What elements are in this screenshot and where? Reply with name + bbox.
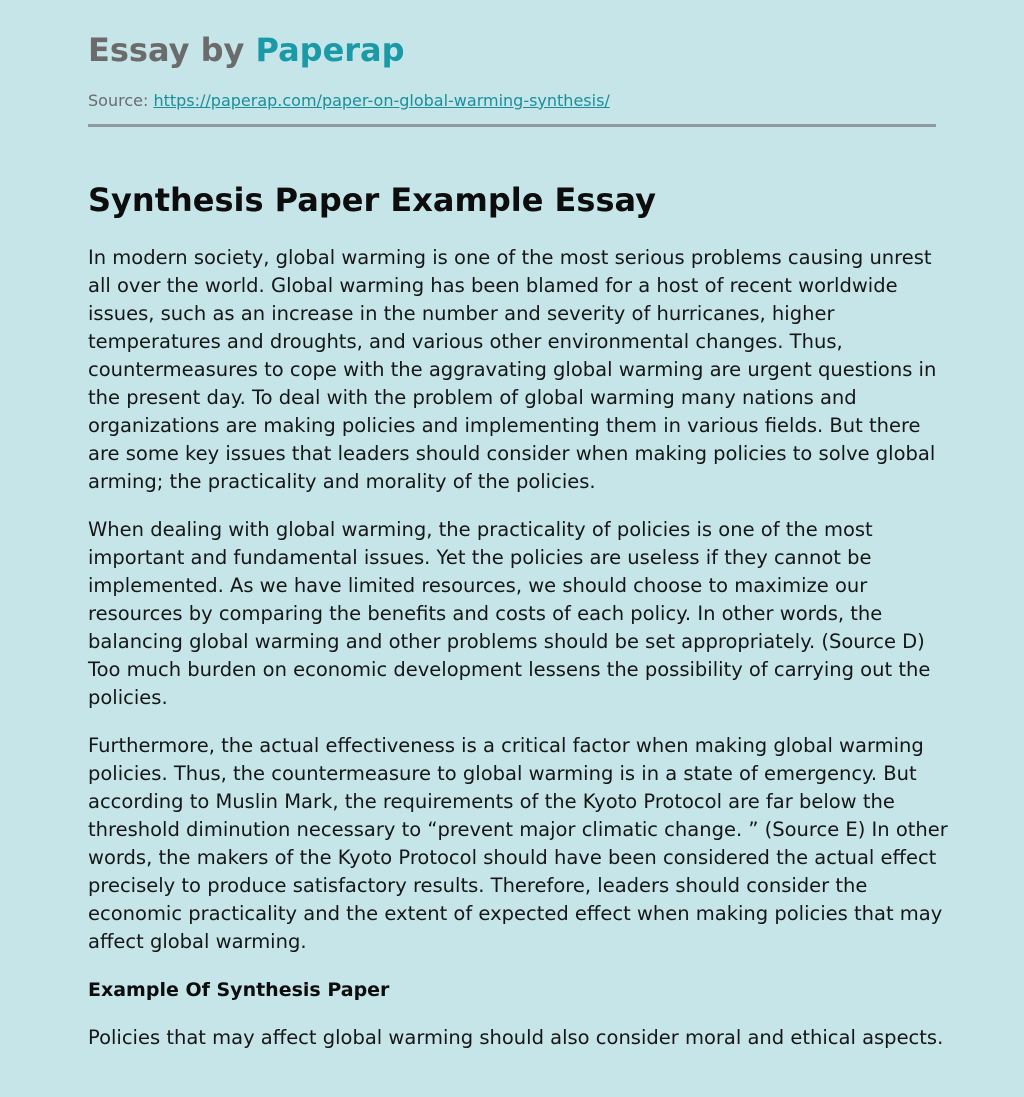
paragraph-1: In modern society, global warming is one of the most serious problems causing unrest all over the world. Global warming has been blamed for a host of recent worldwide issues, such as an increase in the number and severity of hurricanes, higher temperatures and droughts, and various other environmental changes. Thus, countermeasures to cope with the aggravating global warming are urgent questions in the present day. To deal with the problem of global warming many nations and organizations are making policies and implementing them in various fields. But there are some key issues that leaders should consider when making policies to solve global arming; the practicality and morality of the policies. [88,246,937,493]
paragraph-4: Policies that may affect global warming should also consider moral and ethical aspects. [88,1026,944,1049]
article-body [88,178,948,1072]
article-title: Synthesis Paper Example Essay [88,181,656,219]
paragraph-3: Furthermore, the actual effectiveness is a critical factor when making global warming policies. Thus, the countermeasure to global warming is in a state of emergency. But according to Muslin Mark, the requirements of the Kyoto Protocol are far below the threshold diminution necessary to “prevent major climatic change. ” (Source E) In other words, the makers of the Kyoto Protocol should have been considered the actual effect precisely to produce satisfactory results. Therefore, leaders should consider the economic practicality and the extent of expected effect when making policies that may affect global warming. [88,734,948,953]
site-header [88,30,936,111]
paragraph-2: When dealing with global warming, the practicality of policies is one of the most important and fundamental issues. Yet the policies are useless if they cannot be implemented. As we have limited resources, we should choose to maximize our resources by comparing the benefits and costs of each policy. In other words, the balancing global warming and other problems should be set appropriately. (Source D) Too much burden on economic development lessens the possibility of carrying out the policies. [88,518,931,709]
header-divider [88,124,936,127]
source-label: Source: [88,91,149,110]
site-brand[interactable] [88,30,936,70]
section-subheading: Example Of Synthesis Paper [88,979,390,1001]
source-link[interactable]: https://paperap.com/paper-on-global-warming-synthesis/ [153,91,610,110]
brand-name: Paperap [255,31,405,69]
brand-prefix: Essay by [88,31,256,69]
source-line [88,91,936,111]
